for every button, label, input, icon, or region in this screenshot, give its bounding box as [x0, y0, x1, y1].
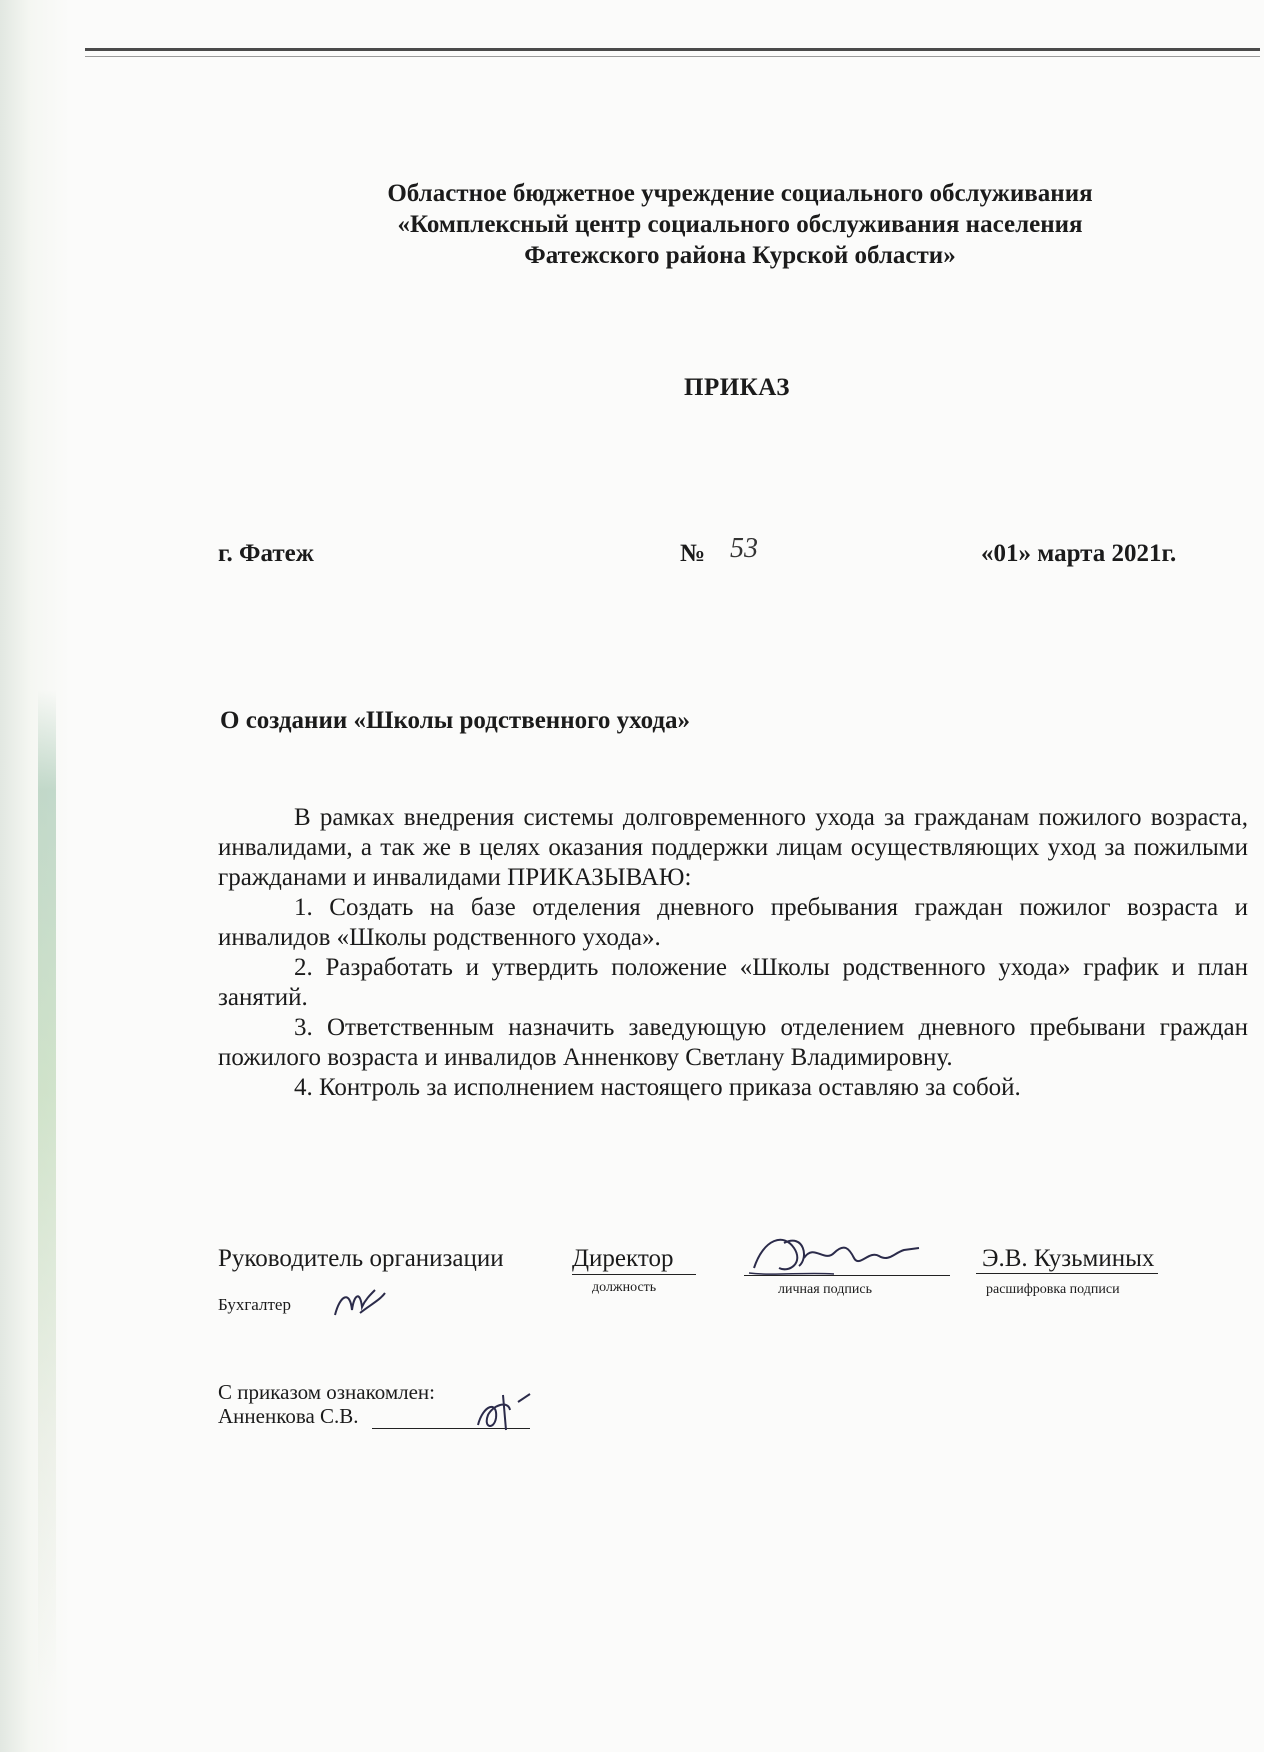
position-caption: должность	[592, 1280, 657, 1295]
header-line-2: «Комплексный центр социального обслуживания населения	[397, 211, 1083, 238]
signature-caption: личная подпись	[778, 1282, 872, 1297]
accountant-signature	[330, 1285, 390, 1325]
director-signature	[744, 1228, 944, 1288]
scan-edge-shadow	[0, 0, 70, 1752]
body-item-1: 1. Создать на базе отделения дневного пребывания граждан пожилог возраста и инвалидов «Школы родственного ухода».	[218, 894, 1248, 951]
number-sign: №	[680, 540, 706, 567]
body-item-2: 2. Разработать и утвердить положение «Школы родственного ухода» график и план занятий.	[218, 954, 1248, 1011]
order-date: «01» марта 2021г.	[981, 540, 1177, 567]
order-body	[218, 803, 1248, 1103]
header-line-3: Фатежского района Курской области»	[524, 242, 956, 269]
header-line-1: Областное бюджетное учреждение социального обслуживания	[387, 180, 1093, 207]
city: г. Фатеж	[218, 540, 314, 567]
body-intro: В рамках внедрения системы долговременного ухода за гражданам пожилого возраста, инвалидами, а так же в целях оказания поддержки лицам осуществляющих уход за пожилыми гражданами и инвалидами ПРИКАЗЫВАЮ:	[218, 804, 1248, 891]
document-title: ПРИКАЗ	[684, 374, 790, 401]
body-item-4: 4. Контроль за исполнением настоящего приказа оставляю за собой.	[294, 1074, 1021, 1101]
body-item-3: 3. Ответственным назначить заведующую отделением дневного пребывани граждан пожилого возраста и инвалидов Анненкову Светлану Владимировну.	[218, 1014, 1248, 1071]
signatory-position: Директор	[572, 1245, 696, 1275]
acknowledgement-person: Анненкова С.В.	[218, 1404, 359, 1428]
acknowledgement-label: С приказом ознакомлен:	[218, 1380, 436, 1404]
order-subject: О создании «Школы родственного ухода»	[220, 707, 691, 734]
accountant-label: Бухгалтер	[218, 1295, 291, 1314]
top-border-line	[85, 48, 1260, 51]
signatory-label: Руководитель организации	[218, 1245, 504, 1272]
order-number-handwritten: 53	[730, 533, 758, 564]
scan-color-artifact	[38, 690, 56, 1690]
acknowledgement-signature	[468, 1390, 538, 1435]
organization-header	[280, 178, 1200, 271]
name-caption: расшифровка подписи	[986, 1282, 1120, 1297]
top-border-line-thin	[85, 56, 1260, 57]
signatory-name: Э.В. Кузьминых	[976, 1245, 1158, 1274]
acknowledgement	[218, 1380, 435, 1428]
